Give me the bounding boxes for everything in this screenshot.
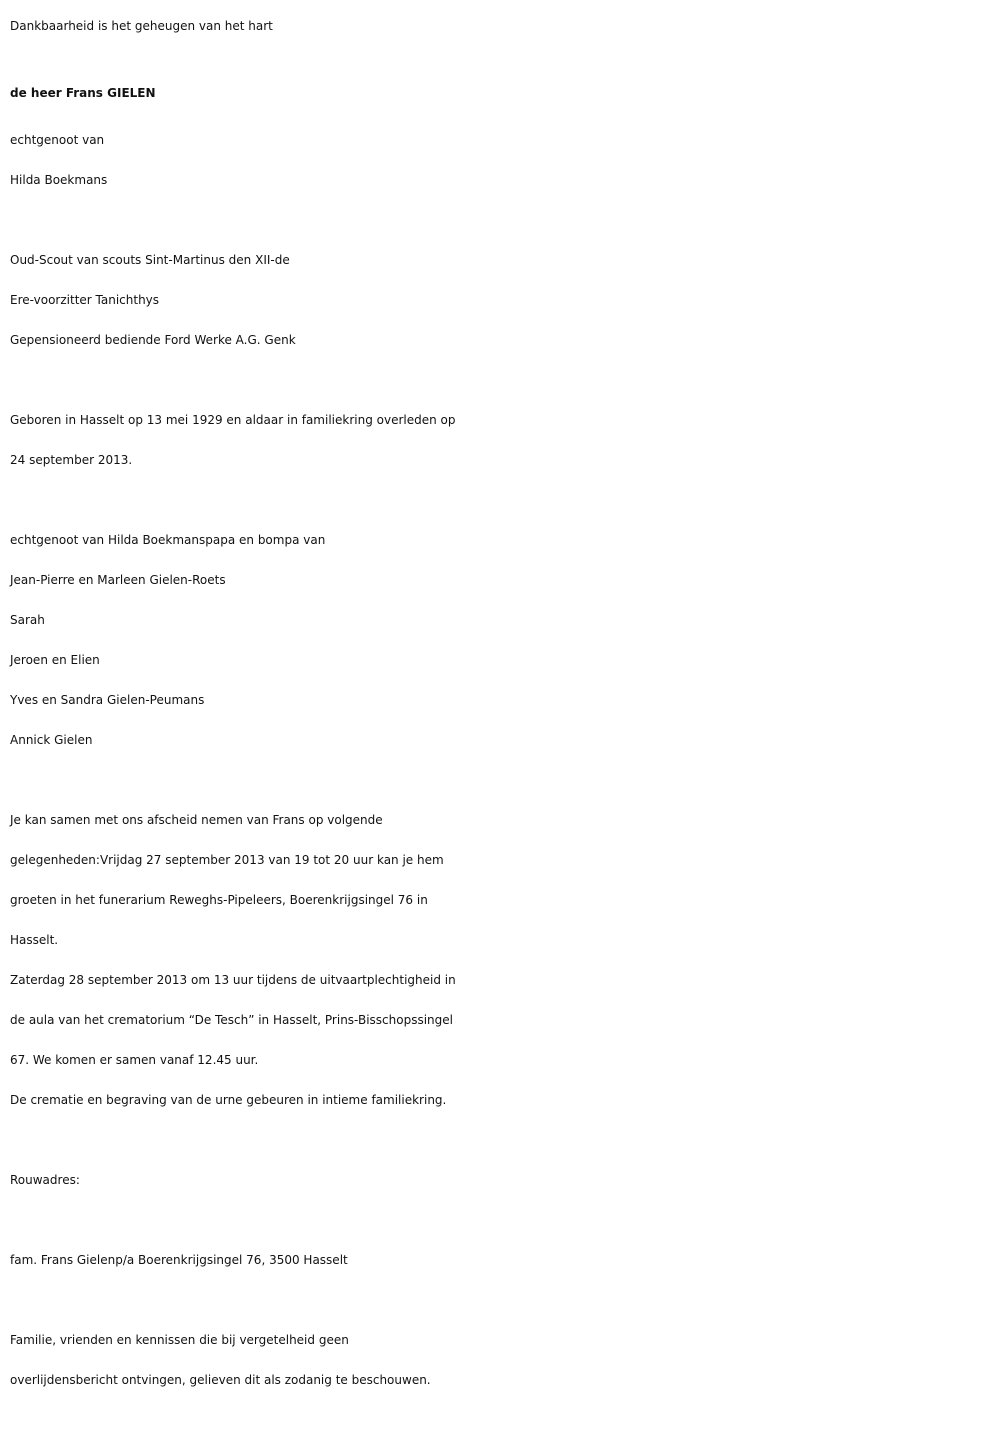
closing-line: Familie, vrienden en kennissen die bij vergetelheid geen bbox=[10, 1333, 349, 1347]
motto: Dankbaarheid is het geheugen van het hart bbox=[10, 19, 273, 33]
birth-death-line: Geboren in Hasselt op 13 mei 1929 en aldaar in familiekring overleden op bbox=[10, 413, 456, 427]
farewell-line: De crematie en begraving van de urne gebeuren in intieme familiekring. bbox=[10, 1093, 447, 1107]
mourning-address-label: Rouwadres: bbox=[10, 1173, 80, 1187]
spouse-block bbox=[10, 120, 992, 200]
spacer bbox=[10, 200, 992, 240]
title-line: Oud-Scout van scouts Sint-Martinus den XII-de bbox=[10, 253, 290, 267]
family-line: Annick Gielen bbox=[10, 733, 93, 747]
family-line: Yves en Sandra Gielen-Peumans bbox=[10, 693, 205, 707]
birth-death-block bbox=[10, 400, 992, 480]
mourning-address: fam. Frans Gielenp/a Boerenkrijgsingel 76, 3500 Hasselt bbox=[10, 1253, 348, 1267]
farewell-line: gelegenheden:Vrijdag 27 september 2013 van 19 tot 20 uur kan je hem bbox=[10, 853, 444, 867]
farewell-line: Hasselt. bbox=[10, 933, 59, 947]
spouse-line: Hilda Boekmans bbox=[10, 173, 108, 187]
family-line: Jeroen en Elien bbox=[10, 653, 100, 667]
birth-death-line: 24 september 2013. bbox=[10, 453, 133, 467]
farewell-line: groeten in het funerarium Reweghs-Pipeleers, Boerenkrijgsingel 76 in bbox=[10, 893, 428, 907]
farewell-line: de aula van het crematorium “De Tesch” in Hasselt, Prins-Bisschopssingel bbox=[10, 1013, 453, 1027]
farewell-block bbox=[10, 800, 992, 1120]
closing-block bbox=[10, 1320, 992, 1400]
spacer bbox=[10, 360, 992, 400]
spacer bbox=[10, 480, 992, 520]
spacer bbox=[10, 1280, 992, 1320]
farewell-line: Zaterdag 28 september 2013 om 13 uur tijdens de uitvaartplechtigheid in bbox=[10, 973, 456, 987]
family-line: Jean-Pierre en Marleen Gielen-Roets bbox=[10, 573, 226, 587]
farewell-line: Je kan samen met ons afscheid nemen van Frans op volgende bbox=[10, 813, 383, 827]
family-line: echtgenoot van Hilda Boekmanspapa en bompa van bbox=[10, 533, 326, 547]
title-line: Ere-voorzitter Tanichthys bbox=[10, 293, 160, 307]
deceased-name: de heer Frans GIELEN bbox=[10, 86, 156, 100]
family-line: Sarah bbox=[10, 613, 45, 627]
titles-block bbox=[10, 240, 992, 360]
spacer bbox=[10, 760, 992, 800]
spacer bbox=[10, 1120, 992, 1160]
spacer bbox=[10, 1200, 992, 1240]
closing-line: overlijdensbericht ontvingen, gelieven dit als zodanig te beschouwen. bbox=[10, 1373, 431, 1387]
family-block bbox=[10, 520, 992, 760]
spouse-line: echtgenoot van bbox=[10, 133, 105, 147]
title-line: Gepensioneerd bediende Ford Werke A.G. Genk bbox=[10, 333, 296, 347]
farewell-line: 67. We komen er samen vanaf 12.45 uur. bbox=[10, 1053, 259, 1067]
